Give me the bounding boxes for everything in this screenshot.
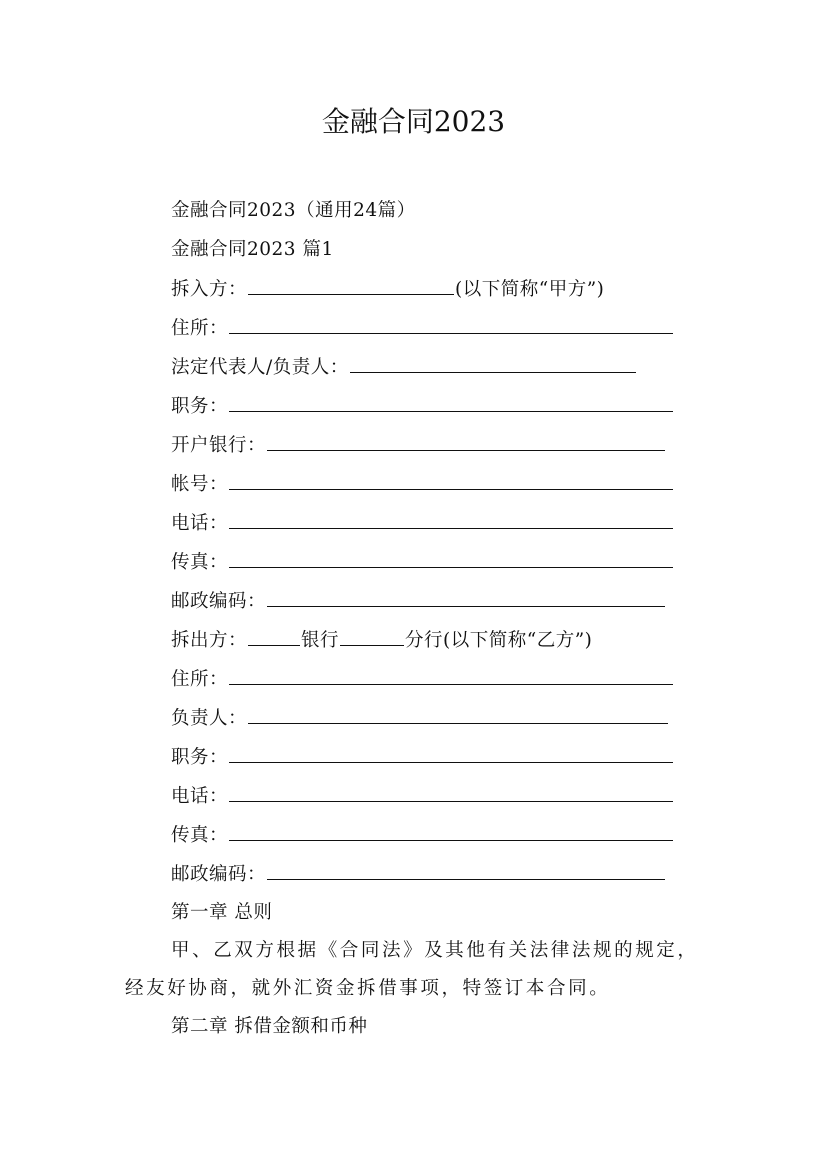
party-b-address-row	[171, 664, 674, 694]
field-label: 传真：	[171, 552, 229, 573]
field-label: 职务：	[171, 396, 229, 417]
field-label: 邮政编码：	[171, 864, 267, 885]
field-label: 帐号：	[171, 474, 229, 495]
party-b-branch-blank[interactable]	[340, 625, 404, 646]
party-b-manager-blank[interactable]	[248, 703, 668, 724]
document-title: 金融合同2023	[321, 105, 506, 138]
party-a-address-row	[171, 313, 674, 343]
party-b-fax-blank[interactable]	[229, 820, 673, 841]
party-b-position-blank[interactable]	[229, 742, 673, 763]
party-b-bank-word: 银行	[301, 630, 340, 651]
party-a-phone-blank[interactable]	[229, 508, 673, 529]
field-label: 住所：	[171, 318, 229, 339]
party-a-representative-row	[171, 352, 637, 382]
party-b-postcode-row	[171, 859, 666, 889]
party-a-fax-blank[interactable]	[229, 547, 673, 568]
field-label: 邮政编码：	[171, 591, 267, 612]
document-subtitle: 金融合同2023（通用24篇）	[171, 200, 416, 221]
field-label: 负责人：	[171, 708, 248, 729]
party-b-bank-blank[interactable]	[248, 625, 300, 646]
party-b-branch-word: 分行	[405, 630, 444, 651]
party-a-address-blank[interactable]	[229, 313, 673, 334]
party-a-bank-blank[interactable]	[267, 430, 665, 451]
party-a-label: 拆入方：	[171, 279, 248, 300]
party-b-suffix: (以下简称“乙方”)	[443, 630, 593, 651]
party-b-line	[171, 625, 592, 655]
field-label: 电话：	[171, 513, 229, 534]
party-b-position-row	[171, 742, 674, 772]
field-label: 职务：	[171, 747, 229, 768]
field-label: 法定代表人/负责人：	[171, 357, 349, 378]
party-b-phone-row	[171, 781, 674, 811]
field-label: 住所：	[171, 669, 229, 690]
party-a-position-blank[interactable]	[229, 391, 673, 412]
chapter-1-text: 甲、乙双方根据《合同法》及其他有关法律法规的规定，经友好协商，就外汇资金拆借事项，特签订本合同。	[125, 940, 699, 999]
party-a-phone-row	[171, 508, 674, 538]
party-a-account-blank[interactable]	[229, 469, 673, 490]
party-a-position-row	[171, 391, 674, 421]
party-a-postcode-row	[171, 586, 666, 616]
party-b-fax-row	[171, 820, 674, 850]
chapter-2-heading: 第二章 拆借金额和币种	[171, 1016, 368, 1037]
party-a-account-row	[171, 469, 674, 499]
party-b-label: 拆出方：	[171, 630, 248, 651]
party-a-fax-row	[171, 547, 674, 577]
party-b-manager-row	[171, 703, 669, 733]
section-heading: 金融合同2023 篇1	[171, 239, 334, 260]
party-a-representative-blank[interactable]	[350, 352, 636, 373]
party-b-postcode-blank[interactable]	[267, 859, 665, 880]
party-a-line	[171, 274, 604, 304]
field-label: 传真：	[171, 825, 229, 846]
party-b-address-blank[interactable]	[229, 664, 673, 685]
party-a-name-blank[interactable]	[248, 274, 454, 295]
party-a-postcode-blank[interactable]	[267, 586, 665, 607]
party-b-phone-blank[interactable]	[229, 781, 673, 802]
party-a-suffix: (以下简称“甲方”)	[455, 279, 605, 300]
chapter-1-heading: 第一章 总则	[171, 902, 273, 923]
field-label: 开户银行：	[171, 435, 267, 456]
field-label: 电话：	[171, 786, 229, 807]
party-a-bank-row	[171, 430, 666, 460]
